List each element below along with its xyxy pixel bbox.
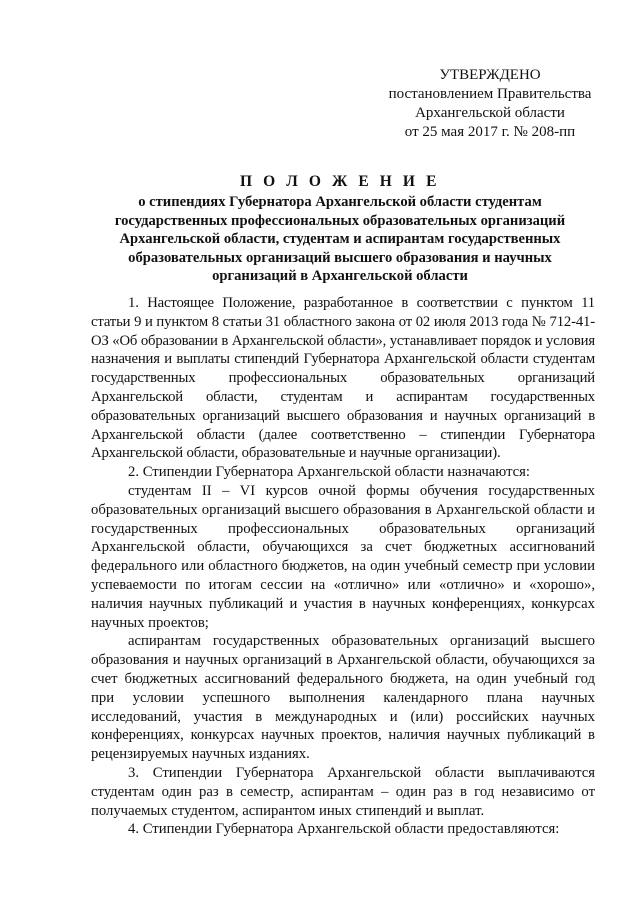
approval-heading: УТВЕРЖДЕНО xyxy=(439,67,541,83)
document-subtitle-line: организаций в Архангельской области xyxy=(212,268,468,285)
paragraph-2-students: студентам II – VI курсов очной формы обучения государственных образовательных организаций высшего образования в Архангельской области и государственных профессиональных образовательных организаций Архангельской области, обучающихся за счет бюджетных ассигнований федерального или областного бюджетов, на один учебный семестр при условии успеваемости по итогам сессии на «отлично» или «отлично» и «хорошо», наличия научных публикаций и участия в научных конференциях, конкурсах научных проектов; xyxy=(91,482,595,631)
paragraph-2-postgraduates: аспирантам государственных образовательных организаций высшего образования и научных организаций в Архангельской области, обучающихся за счет бюджетных ассигнований федерального бюджета, на один учебный год при условии успешного выполнения календарного плана научных исследований, участия в международных и (или) российских научных конференциях, конкурсах научных проектов, наличия научных публикаций в рецензируемых научных изданиях. xyxy=(91,633,595,763)
paragraph-3: 3. Стипендии Губернатора Архангельской области выплачиваются студентам один раз в семестр, аспирантам – один раз в год независимо от получаемых студентом, аспирантом иных стипендий и выплат. xyxy=(91,764,595,819)
document-subtitle-line: образовательных организаций высшего образования и научных xyxy=(128,249,552,266)
paragraph-4: 4. Стипендии Губернатора Архангельской области предоставляются: xyxy=(128,821,560,838)
document-subtitle-line: Архангельской области, студентам и аспирантам государственных xyxy=(119,231,561,248)
document-title-block xyxy=(84,172,596,286)
document-subtitle-line: государственных профессиональных образовательных организаций xyxy=(114,212,566,229)
approval-date-number: от 25 мая 2017 г. № 208-пп xyxy=(404,124,576,140)
document-title: П О Л О Ж Е Н И Е xyxy=(239,173,441,190)
paragraph-1: 1. Настоящее Положение, разработанное в соответствии с пунктом 11 статьи 9 и пунктом 8 статьи 31 областного закона от 02 июля 2013 года № 712-41-ОЗ «Об образовании в Архангельской области», устанавливает порядок и условия назначения и выплаты стипендий Губернатора Архангельской области студентам государственных профессиональных образовательных организаций Архангельской области, студентам и аспирантам государственных образовательных организаций высшего образования и научных организаций в Архангельской области (далее соответственно – стипендии Губернатора Архангельской области, образовательные и научные организации). xyxy=(91,295,595,462)
approval-line: Архангельской области xyxy=(415,105,565,121)
approval-stamp xyxy=(370,66,610,142)
approval-line: постановлением Правительства xyxy=(388,86,592,102)
document-body xyxy=(91,294,595,839)
paragraph-2: 2. Стипендии Губернатора Архангельской области назначаются: xyxy=(128,464,531,481)
document-subtitle-line: о стипендиях Губернатора Архангельской области студентам xyxy=(138,194,542,210)
